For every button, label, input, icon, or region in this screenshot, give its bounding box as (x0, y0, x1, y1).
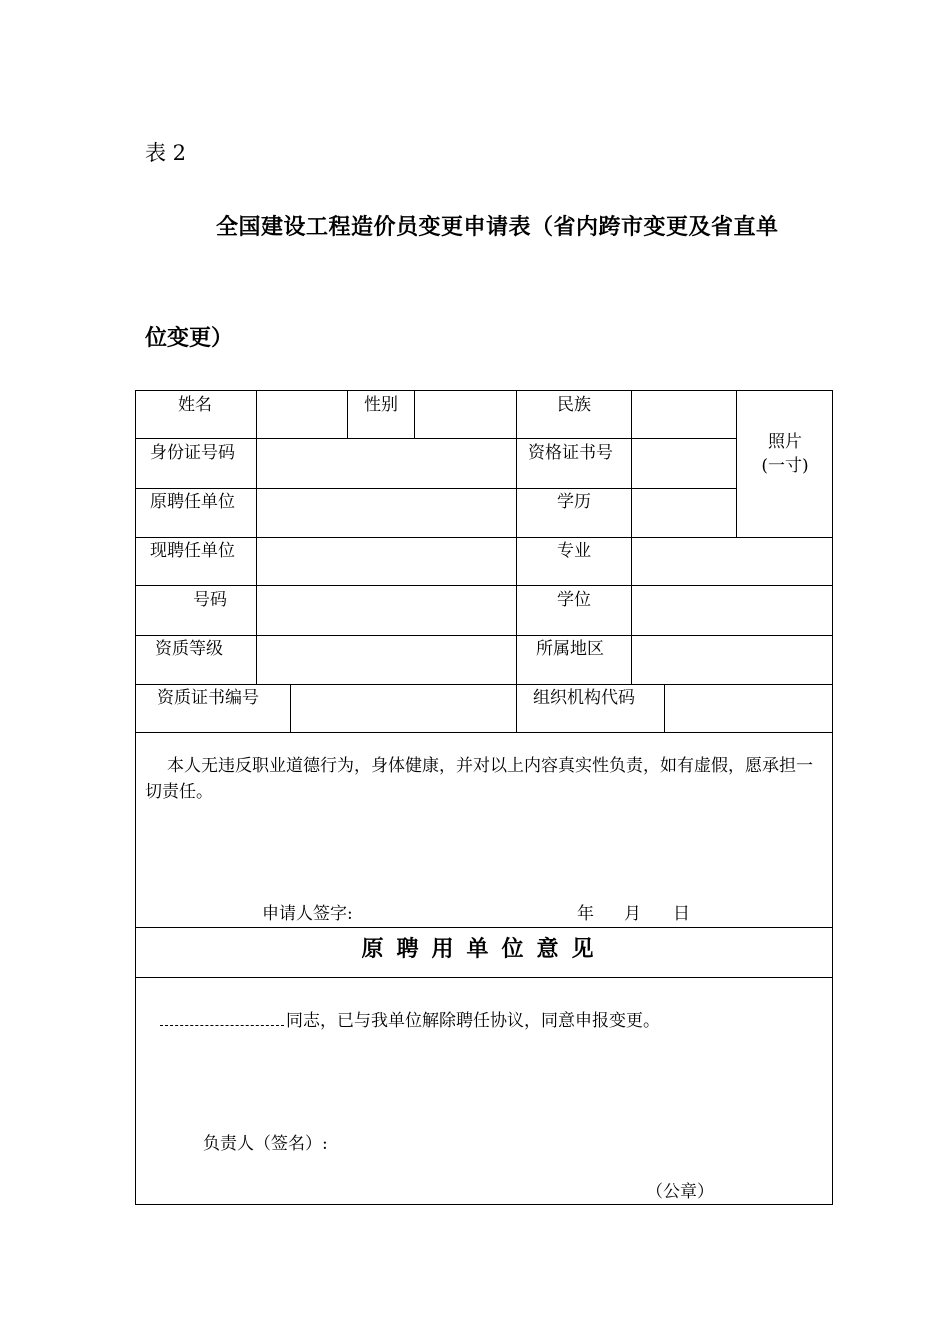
ethnicity-label: 民族 (557, 395, 591, 415)
official-seal-label: （公章） (646, 1182, 714, 1202)
row-divider (135, 585, 833, 586)
education-label: 学历 (557, 492, 591, 512)
major-label: 专业 (557, 541, 591, 561)
original-employer-opinion-heading: 原聘用单位意见 (361, 937, 607, 962)
declaration-text: 本人无违反职业道德行为，身体健康，并对以上内容真实性负责，如有虚假，愿承担一切责任。 (145, 756, 813, 802)
column-divider (347, 390, 348, 439)
date-year-label: 年 (577, 904, 594, 924)
number-label: 号码 (193, 590, 227, 610)
photo-placeholder (737, 430, 833, 478)
column-divider (256, 390, 257, 685)
responsible-person-label: 负责人（签名）: (203, 1134, 328, 1154)
row-divider (135, 537, 833, 538)
column-divider (414, 390, 415, 439)
photo-size: (一寸) (761, 456, 809, 476)
applicant-signature-label: 申请人签字: (262, 904, 353, 924)
opinion-line (160, 1010, 660, 1032)
date-month-label: 月 (624, 904, 641, 924)
current-employer-label: 现聘任单位 (150, 541, 235, 561)
page-title (145, 210, 810, 357)
row-divider (135, 684, 833, 685)
table-number: 表 2 (145, 141, 187, 165)
column-divider (290, 684, 291, 733)
original-employer-label: 原聘任单位 (150, 492, 235, 512)
date-day-label: 日 (673, 904, 690, 924)
qualification-level-label: 资质等级 (155, 639, 223, 659)
opinion-text: 同志，已与我单位解除聘任协议，同意申报变更。 (286, 1011, 660, 1031)
id-number-label: 身份证号码 (150, 443, 235, 463)
row-divider (135, 635, 833, 636)
region-label: 所属地区 (536, 639, 604, 659)
column-divider (516, 390, 517, 733)
gender-label: 性别 (364, 395, 398, 415)
title-line-1: 全国建设工程造价员变更申请表（省内跨市变更及省直单 (216, 215, 779, 240)
row-divider (135, 977, 833, 978)
degree-label: 学位 (557, 590, 591, 610)
row-divider (135, 732, 833, 733)
name-label: 姓名 (178, 395, 212, 415)
org-code-label: 组织机构代码 (533, 688, 635, 708)
name-blank (160, 1011, 284, 1026)
column-divider (664, 684, 665, 733)
row-divider (135, 438, 737, 439)
qualification-cert-label: 资格证书号 (528, 443, 613, 463)
row-divider (135, 927, 833, 928)
title-line-2: 位变更） (145, 326, 234, 351)
photo-label: 照片 (768, 432, 802, 452)
row-divider (135, 488, 737, 489)
qualification-cert-number-label: 资质证书编号 (157, 688, 259, 708)
column-divider (631, 390, 632, 685)
